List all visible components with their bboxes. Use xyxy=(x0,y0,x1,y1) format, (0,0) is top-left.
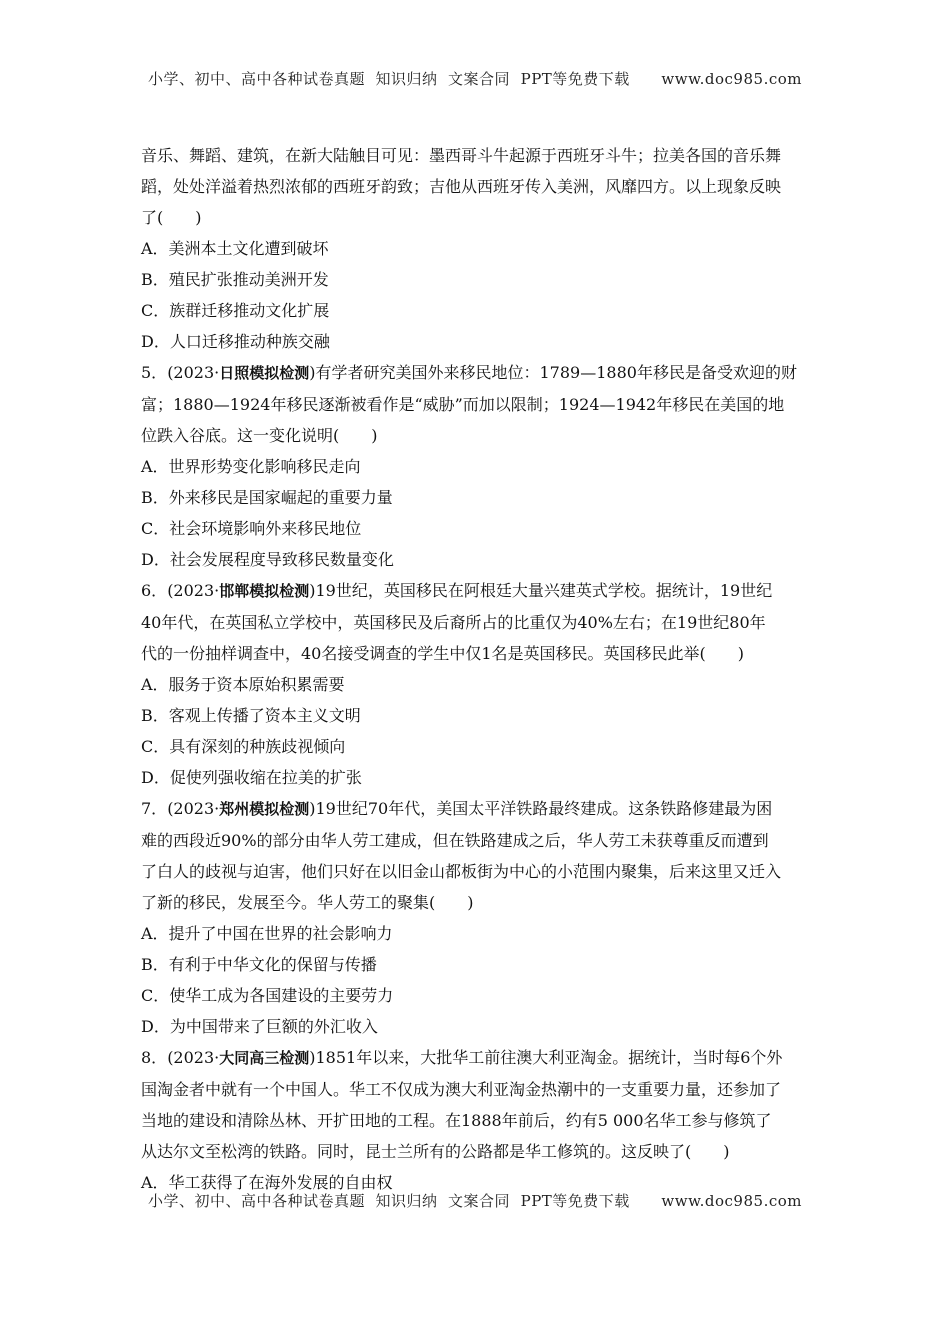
question-stem-line: 位跌入谷底。这一变化说明( ) xyxy=(141,426,378,445)
page-footer: 小学、初中、高中各种试卷真题 知识归纳 文案合同 PPT等免费下载 www.doc985.com xyxy=(147,1192,802,1210)
source-close: ) xyxy=(309,363,316,382)
option-b: B．有利于中华文化的保留与传播 xyxy=(141,955,377,974)
option-a: A．提升了中国在世界的社会影响力 xyxy=(141,924,393,943)
question-stem-text: 1851年以来，大批华工前往澳大利亚淘金。据统计，当时每6个外 xyxy=(315,1048,783,1067)
question-stem-text: 19世纪70年代，美国太平洋铁路最终建成。这条铁路修建最为困 xyxy=(315,799,773,818)
question-stem-line: 富；1880—1924年移民逐渐被看作是“威胁”而加以限制；1924—1942年移民在美国的地 xyxy=(141,395,785,414)
question-stem-line: 40年代，在英国私立学校中，英国移民及后裔所占的比重仅为40%左右；在19世纪80年 xyxy=(141,613,766,632)
option-c: C．社会环境影响外来移民地位 xyxy=(141,519,362,538)
question-source: 邯郸模拟检测 xyxy=(219,582,310,600)
question-stem-line: 从达尔文至松湾的铁路。同时，昆士兰所有的公路都是华工修筑的。这反映了( ) xyxy=(141,1142,730,1161)
question-source: 日照模拟检测 xyxy=(219,364,310,382)
question-6 xyxy=(141,575,811,793)
source-close: ) xyxy=(309,799,316,818)
option-d: D．促使列强收缩在拉美的扩张 xyxy=(141,768,362,787)
question-stem-line: 音乐、舞蹈、建筑，在新大陆触目可见：墨西哥斗牛起源于西班牙斗牛；拉美各国的音乐舞 xyxy=(141,146,782,165)
option-b: B．外来移民是国家崛起的重要力量 xyxy=(141,488,393,507)
question-source: 大同高三检测 xyxy=(219,1049,310,1067)
question-number: 7． xyxy=(141,799,168,818)
question-stem-line: 当地的建设和清除丛林、开扩田地的工程。在1888年前后，约有5 000名华工参与修筑了 xyxy=(141,1111,772,1130)
question-stem-line xyxy=(141,1042,811,1074)
option-a: A．世界形势变化影响移民走向 xyxy=(141,457,361,476)
question-stem-line: 蹈，处处洋溢着热烈浓郁的西班牙韵致；吉他从西班牙传入美洲，风靡四方。以上现象反映 xyxy=(141,177,782,196)
question-5 xyxy=(141,357,811,575)
question-8 xyxy=(141,1042,811,1198)
question-stem-line: 代的一份抽样调查中，40名接受调查的学生中仅1名是英国移民。英国移民此举( ) xyxy=(141,644,745,663)
option-c: C．使华工成为各国建设的主要劳力 xyxy=(141,986,394,1005)
question-stem-line xyxy=(141,357,811,389)
question-stem-line: 了新的移民，发展至今。华人劳工的聚集( ) xyxy=(141,893,474,912)
question-4 xyxy=(141,140,811,357)
question-stem-line: 了( ) xyxy=(141,208,202,227)
question-number: 8． xyxy=(141,1048,168,1067)
option-b: B．客观上传播了资本主义文明 xyxy=(141,706,361,725)
question-stem-line: 难的西段近90%的部分由华人劳工建成，但在铁路建成之后，华人劳工未获尊重反而遭到 xyxy=(141,831,769,850)
question-stem-text: 有学者研究美国外来移民地位：1789—1880年移民是备受欢迎的财 xyxy=(315,363,797,382)
source-close: ) xyxy=(309,1048,316,1067)
question-stem-line xyxy=(141,575,811,607)
option-b: B．殖民扩张推动美洲开发 xyxy=(141,270,329,289)
question-source: 郑州模拟检测 xyxy=(219,800,310,818)
option-d: D．人口迁移推动种族交融 xyxy=(141,332,330,351)
option-c: C．具有深刻的种族歧视倾向 xyxy=(141,737,346,756)
option-a: A．华工获得了在海外发展的自由权 xyxy=(141,1173,393,1192)
source-close: ) xyxy=(309,581,316,600)
source-open: (2023· xyxy=(167,799,220,818)
option-c: C．族群迁移推动文化扩展 xyxy=(141,301,330,320)
option-a: A．美洲本土文化遭到破坏 xyxy=(141,239,329,258)
option-d: D．为中国带来了巨额的外汇收入 xyxy=(141,1017,378,1036)
page-header: 小学、初中、高中各种试卷真题 知识归纳 文案合同 PPT等免费下载 www.doc985.com xyxy=(147,70,802,88)
question-number: 6． xyxy=(141,581,168,600)
question-stem-line xyxy=(141,793,811,825)
question-stem-line: 国淘金者中就有一个中国人。华工不仅成为澳大利亚淘金热潮中的一支重要力量，还参加了 xyxy=(141,1080,782,1099)
source-open: (2023· xyxy=(167,1048,220,1067)
source-open: (2023· xyxy=(167,581,220,600)
question-stem-line: 了白人的歧视与迫害，他们只好在以旧金山都板街为中心的小范围内聚集，后来这里又迁入 xyxy=(141,862,782,881)
question-stem-text: 19世纪，英国移民在阿根廷大量兴建英式学校。据统计，19世纪 xyxy=(315,581,773,600)
question-7 xyxy=(141,793,811,1042)
source-open: (2023· xyxy=(167,363,220,382)
option-a: A．服务于资本原始积累需要 xyxy=(141,675,345,694)
question-number: 5． xyxy=(141,363,168,382)
option-d: D．社会发展程度导致移民数量变化 xyxy=(141,550,394,569)
question-content xyxy=(141,140,811,1198)
